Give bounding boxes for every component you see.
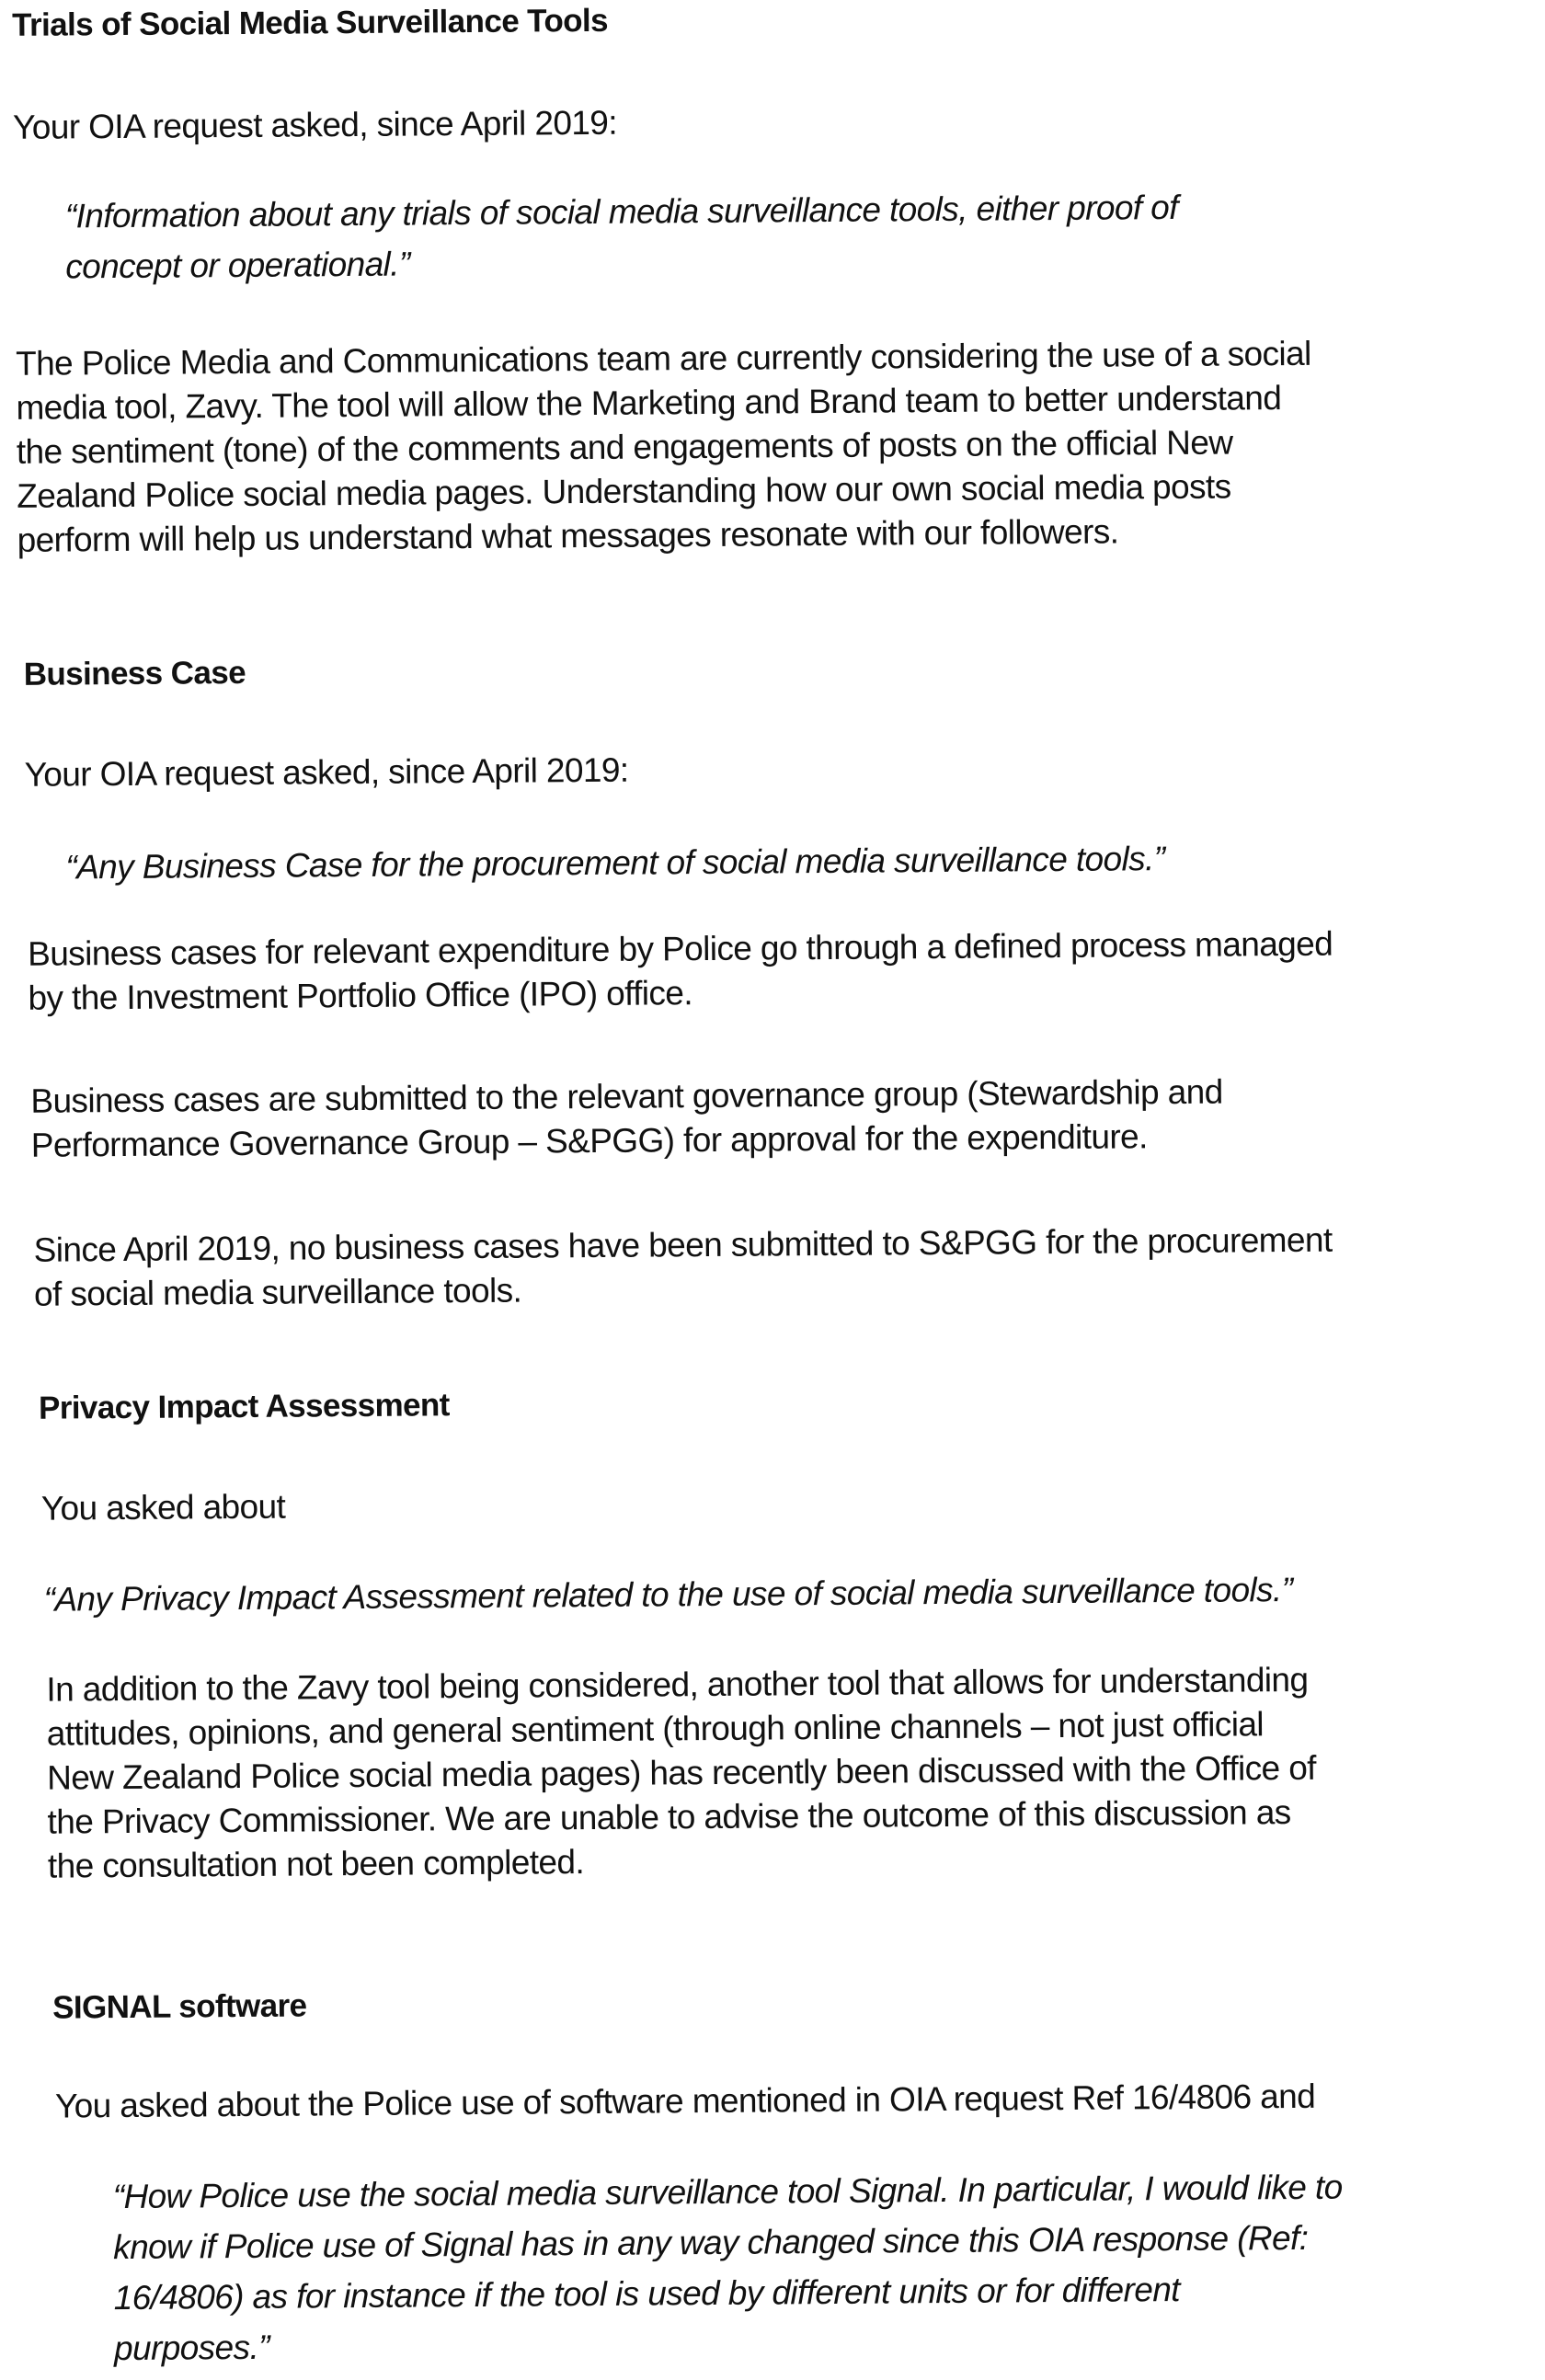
intro-privacy: You asked about: [40, 1487, 286, 1528]
heading-signal: SIGNAL software: [52, 1987, 307, 2026]
intro-business-case: Your OIA request asked, since April 2019:: [24, 750, 629, 794]
text-line: the Privacy Commissioner. We are unable to advise the outcome of this discussion as: [47, 1793, 1291, 1841]
text-line: In addition to the Zavy tool being considered, another tool that allows for understanding: [46, 1660, 1309, 1709]
quote-line: “Any Business Case for the procurement of social media surveillance tools.”: [65, 840, 1165, 887]
paragraph-ipo: [28, 922, 1333, 1021]
quote-line: “Information about any trials of social media surveillance tools, either proof of: [64, 188, 1179, 235]
text-line: Performance Governance Group – S&PGG) for approval for the expenditure.: [30, 1117, 1148, 1164]
text-line: attitudes, opinions, and general sentiment (through online channels – not just official: [46, 1705, 1265, 1753]
quote-privacy: [43, 1564, 1292, 1625]
quote-line: “Any Privacy Impact Assessment related to the use of social media surveillance tools.”: [43, 1571, 1293, 1619]
heading-privacy: Privacy Impact Assessment: [38, 1387, 450, 1426]
quote-trials: [65, 182, 1179, 292]
quote-line: purposes.”: [113, 2328, 270, 2368]
text-line: Zealand Police social media pages. Understanding how our own social media posts: [17, 467, 1231, 515]
text-line: of social media surveillance tools.: [33, 1271, 522, 1313]
paragraph-other-tool: [46, 1658, 1317, 1889]
text-line: The Police Media and Communications team are currently considering the use of a social: [15, 334, 1311, 383]
paragraph-no-cases: [33, 1219, 1333, 1317]
quote-line: concept or operational.”: [65, 245, 410, 286]
intro-signal: You asked about the Police use of software mentioned in OIA request Ref 16/4806 and: [54, 2077, 1316, 2125]
heading-trials: Trials of Social Media Surveillance Tools: [12, 2, 609, 43]
text-line: the consultation not been completed.: [47, 1843, 585, 1885]
text-line: New Zealand Police social media pages) has recently been discussed with the Office of: [47, 1748, 1317, 1797]
paragraph-governance: [30, 1070, 1223, 1168]
quote-business-case: [65, 833, 1164, 892]
intro-trials: Your OIA request asked, since April 2019:: [12, 103, 618, 146]
text-line: Since April 2019, no business cases have been submitted to S&PGG for the procurement: [33, 1220, 1333, 1269]
text-line: by the Investment Portfolio Office (IPO) office.: [28, 974, 693, 1017]
text-line: media tool, Zavy. The tool will allow the Marketing and Brand team to better understand: [16, 379, 1282, 427]
paragraph-zavy: [16, 332, 1312, 563]
quote-line: know if Police use of Signal has in any way changed since this OIA response (Ref:: [113, 2218, 1309, 2267]
heading-business-case: Business Case: [23, 654, 246, 692]
quote-line: “How Police use the social media surveillance tool Signal. In particular, I would like to: [112, 2168, 1343, 2216]
text-line: perform will help us understand what messages resonate with our followers.: [17, 512, 1119, 559]
text-line: Business cases are submitted to the relevant governance group (Stewardship and: [30, 1072, 1223, 1120]
quote-line: 16/4806) as for instance if the tool is used by different units or for different: [113, 2271, 1181, 2317]
quote-signal: [113, 2162, 1345, 2374]
text-line: the sentiment (tone) of the comments and engagements of posts on the official New: [16, 423, 1233, 471]
text-line: Business cases for relevant expenditure by Police go through a defined process managed: [27, 924, 1333, 973]
